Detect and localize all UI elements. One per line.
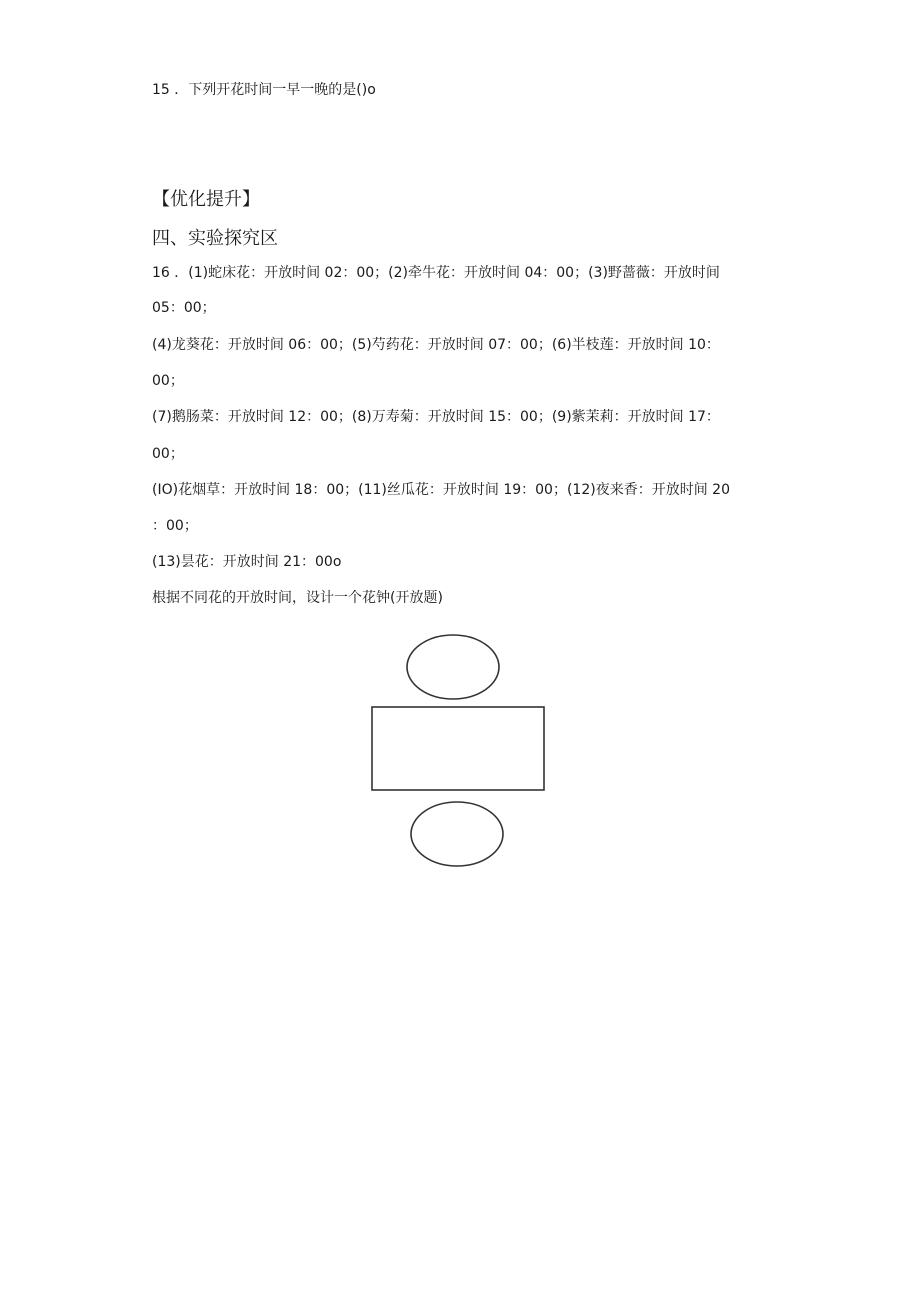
bottom-oval <box>411 802 503 866</box>
center-rectangle <box>372 707 544 790</box>
section-title-experiment: 四、实验探究区 <box>152 228 278 249</box>
question-16-line: 16 ．(1)蛇床花：开放时间 02：00；(2)牵牛花：开放时间 04：00；(3)野蔷薇：开放时间 <box>152 265 720 281</box>
question-16-line: 05：00； <box>152 300 216 316</box>
question-16-line: (IO)花烟草：开放时间 18：00；(11)丝瓜花：开放时间 19：00；(12)夜来香：开放时间 20 <box>152 482 730 498</box>
section-title-optimize: 【优化提升】 <box>152 189 260 210</box>
question-16-line: (13)昙花：开放时间 21：00o <box>152 554 342 570</box>
question-15: 15 ．下列开花时间一早一晚的是()o <box>152 82 376 98</box>
top-oval <box>407 635 499 699</box>
question-16-line: (7)鹅肠菜：开放时间 12：00；(8)万寿菊：开放时间 15：00；(9)紫茉莉：开放时间 17： <box>152 409 720 425</box>
question-16-line: 00； <box>152 373 184 389</box>
question-16-line: (4)龙葵花：开放时间 06：00；(5)芍药花：开放时间 07：00；(6)半枝莲：开放时间 10： <box>152 337 720 353</box>
question-16-instruction: 根据不同花的开放时间，设计一个花钟(开放题) <box>152 590 443 606</box>
question-16-line: 00； <box>152 446 184 462</box>
question-16-line: ：00； <box>152 518 198 534</box>
flower-clock-diagram <box>360 630 560 875</box>
